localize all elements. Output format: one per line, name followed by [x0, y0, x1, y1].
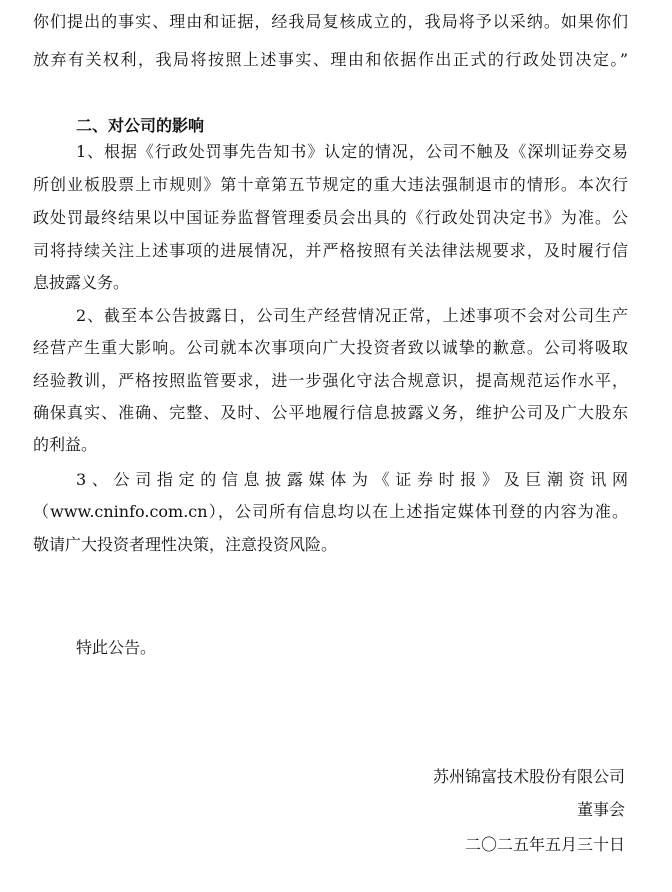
item1-line: 司将持续关注上述事项的进展情况，并严格按照有关法律法规要求，及时履行信 [33, 241, 628, 260]
item2-line: 的利益。 [33, 435, 98, 454]
item1-line: 所创业板股票上市规则》第十章第五节规定的重大违法强制退市的情形。本次行 [33, 175, 628, 194]
closing-text: 特此公告。 [76, 638, 157, 657]
item3-line: （www.cninfo.com.cn），公司所有信息均以在上述指定媒体刊登的内容为准。 [33, 502, 628, 521]
item2-line: 经营产生重大影响。公司就本次事项向广大投资者致以诚挚的歉意。公司将吸取 [33, 338, 628, 357]
signature-board: 董事会 [576, 800, 625, 819]
signature-date: 二〇二五年五月三十日 [464, 835, 625, 854]
intro-line: 你们提出的事实、理由和证据，经我局复核成立的，我局将予以采纳。如果你们 [33, 12, 628, 31]
item3-line: 敬请广大投资者理性决策，注意投资风险。 [33, 535, 338, 554]
item2-line: 确保真实、准确、完整、及时、公平地履行信息披露义务，维护公司及广大股东 [33, 403, 628, 422]
intro-line: 放弃有关权利，我局将按照上述事实、理由和依据作出正式的行政处罚决定。” [33, 50, 628, 69]
item2-line: 2、截至本公告披露日，公司生产经营情况正常，上述事项不会对公司生产 [76, 306, 628, 325]
signature-company: 苏州锦富技术股份有限公司 [432, 767, 625, 786]
item1-line: 政处罚最终结果以中国证券监督管理委员会出具的《行政处罚决定书》为准。公 [33, 208, 628, 227]
section-heading: 二、对公司的影响 [76, 116, 205, 135]
item1-line: 1、根据《行政处罚事先告知书》认定的情况，公司不触及《深圳证券交易 [76, 142, 628, 161]
item1-line: 息披露义务。 [33, 273, 130, 292]
item2-line: 经验教训，严格按照监管要求，进一步强化守法合规意识，提高规范运作水平， [33, 371, 628, 390]
item3-line: 3、公司指定的信息披露媒体为《证券时报》及巨潮资讯网 [76, 470, 628, 489]
